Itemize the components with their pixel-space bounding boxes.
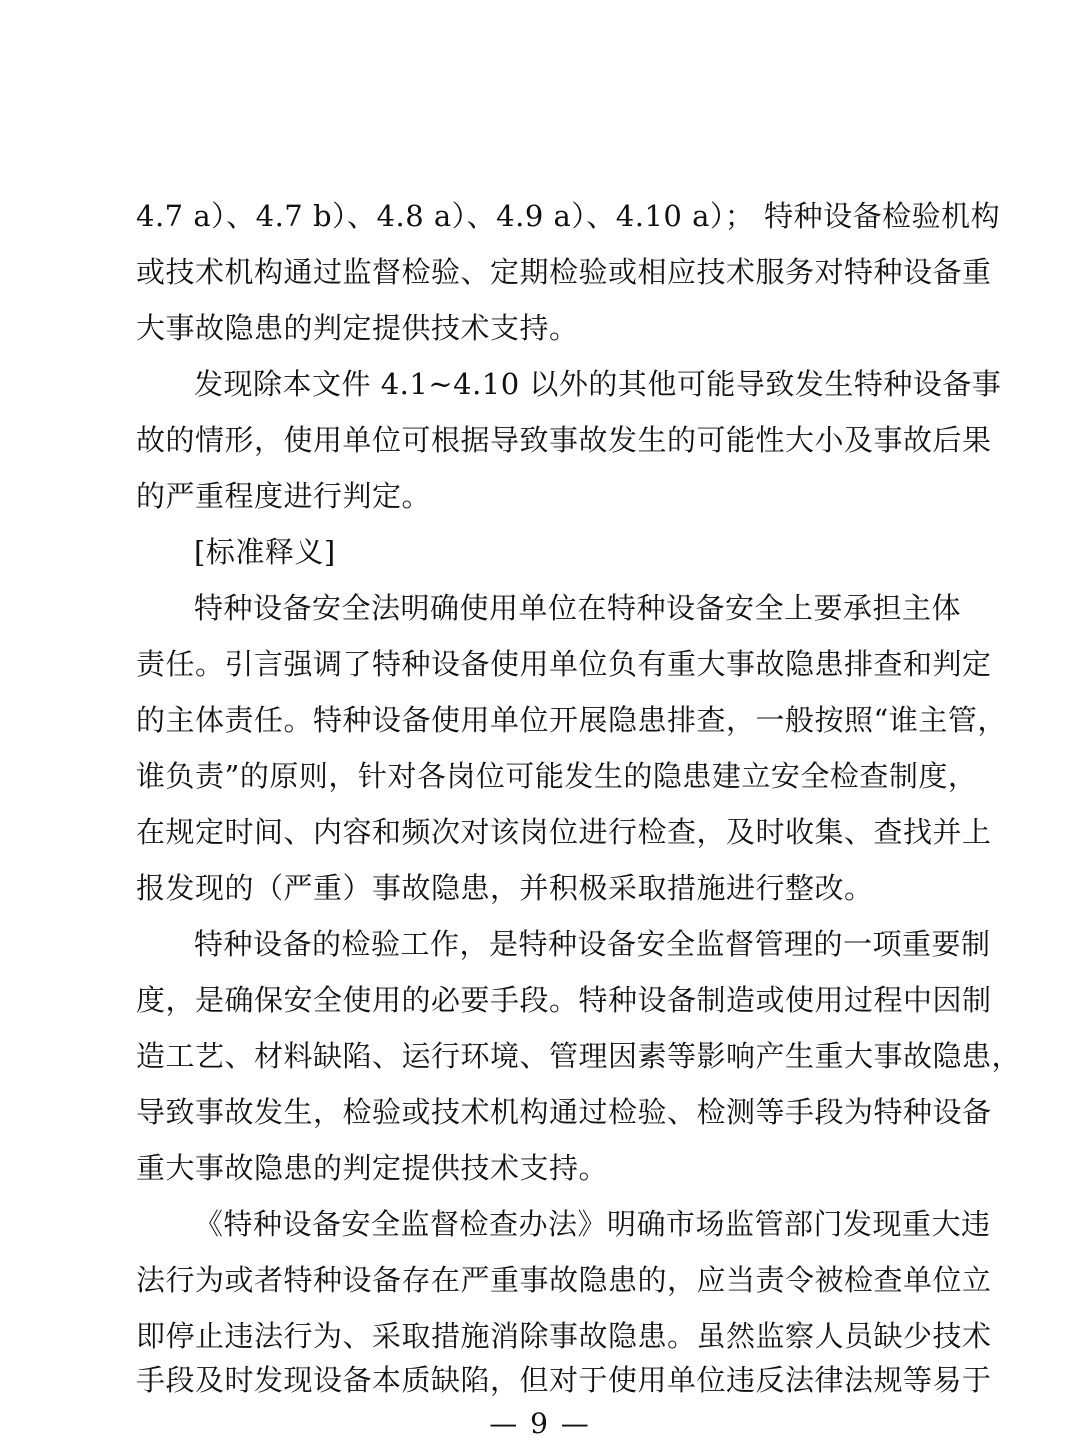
text-line: 导致事故发生，检验或技术机构通过检验、检测等手段为特种设备 xyxy=(136,1095,992,1129)
text-line: 发现除本文件 4.1~4.10 以外的其他可能导致发生特种设备事 xyxy=(194,367,1002,401)
text-line: 4.7 a）、4.7 b）、4.8 a）、4.9 a）、4.10 a）； 特种设备检验机构 xyxy=(136,199,1001,233)
page-number: — 9 — xyxy=(489,1407,591,1440)
text-line: 度，是确保安全使用的必要手段。特种设备制造或使用过程中因制 xyxy=(136,983,992,1017)
text-line: 即停止违法行为、采取措施消除事故隐患。虽然监察人员缺少技术 xyxy=(136,1319,992,1353)
text-line: 特种设备安全法明确使用单位在特种设备安全上要承担主体 xyxy=(194,591,962,625)
text-line: 的主体责任。特种设备使用单位开展隐患排查，一般按照“谁主管， xyxy=(136,703,1007,737)
text-line: 故的情形，使用单位可根据导致事故发生的可能性大小及事故后果 xyxy=(136,423,992,457)
text-line: 谁负责”的原则，针对各岗位可能发生的隐患建立安全检查制度， xyxy=(136,759,978,793)
text-line: 在规定时间、内容和频次对该岗位进行检查，及时收集、查找并上 xyxy=(136,815,992,849)
text-line: 报发现的（严重）事故隐患，并积极采取措施进行整改。 xyxy=(136,871,874,905)
section-heading: [标准释义] xyxy=(194,535,336,569)
text-line: 重大事故隐患的判定提供技术支持。 xyxy=(136,1151,609,1185)
text-line: 责任。引言强调了特种设备使用单位负有重大事故隐患排查和判定 xyxy=(136,647,992,681)
text-line: 大事故隐患的判定提供技术支持。 xyxy=(136,311,579,345)
text-line: 造工艺、材料缺陷、运行环境、管理因素等影响产生重大事故隐患， xyxy=(136,1039,1022,1073)
text-line: 特种设备的检验工作，是特种设备安全监督管理的一项重要制 xyxy=(194,927,991,961)
text-line: 《特种设备安全监督检查办法》明确市场监管部门发现重大违 xyxy=(194,1207,991,1241)
text-line: 的严重程度进行判定。 xyxy=(136,479,432,513)
text-line: 法行为或者特种设备存在严重事故隐患的，应当责令被检查单位立 xyxy=(136,1263,992,1297)
text-line: 手段及时发现设备本质缺陷，但对于使用单位违反法律法规等易于 xyxy=(136,1363,992,1397)
text-line: 或技术机构通过监督检验、定期检验或相应技术服务对特种设备重 xyxy=(136,255,992,289)
